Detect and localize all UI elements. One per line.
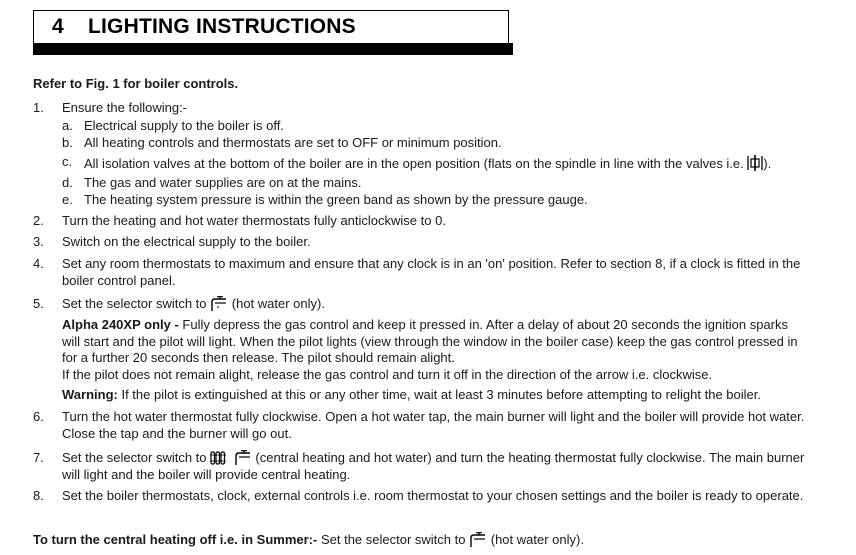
summer-instruction — [33, 532, 584, 547]
summer-text: Set the selector switch to — [320, 532, 466, 547]
sub-text: Electrical supply to the boiler is off. — [84, 118, 284, 133]
step-number: 5. — [33, 296, 44, 311]
step-number: 1. — [33, 100, 44, 115]
step-number: 3. — [33, 234, 44, 249]
step-number: 6. — [33, 409, 44, 424]
sub-text: The gas and water supplies are on at the mains. — [84, 175, 362, 190]
step-text: Set the selector switch to — [62, 296, 207, 311]
alpha-text: Fully depress the gas control and keep it pressed in. After a delay of about 20 seconds the ignition sparks will start and the pilot will light. When the pilot lights (view through the window in the boiler case) keep the gas control pressed in for a further 20 seconds then release. The pilot should remain alight. — [62, 317, 798, 365]
radiator-icon — [210, 450, 230, 465]
sub-letter: e. — [62, 192, 73, 207]
sub-text: All heating controls and thermostats are set to OFF or minimum position. — [84, 135, 502, 150]
step-number: 4. — [33, 256, 44, 271]
section-title: LIGHTING INSTRUCTIONS — [88, 15, 356, 38]
summer-label: To turn the central heating off i.e. in Summer:- — [33, 532, 318, 547]
step-number: 2. — [33, 213, 44, 228]
hot-water-tap-icon — [210, 296, 228, 311]
intro-line: Refer to Fig. 1 for boiler controls. — [33, 76, 239, 91]
step-text-end: (hot water only). — [231, 296, 325, 311]
sub-letter: d. — [62, 175, 73, 190]
step-text-end: (central heating and hot water) and turn the heating thermostat fully clockwise. The main burner will light and the boiler will provide central heating. — [62, 450, 805, 482]
warning-paragraph — [62, 387, 806, 404]
warning-label: Warning: — [62, 387, 118, 402]
sub-letter: c. — [62, 154, 73, 169]
sub-text: The heating system pressure is within the green band as shown by the pressure gauge. — [84, 192, 588, 207]
section-number: 4 — [52, 15, 64, 38]
alpha-paragraph — [62, 317, 806, 367]
section-header-bar — [33, 43, 513, 55]
alpha-paragraph-2 — [62, 367, 806, 384]
sub-letter: a. — [62, 118, 73, 133]
warning-text: If the pilot is extinguished at this or any other time, wait at least 3 minutes before attempting to relight the boiler. — [121, 387, 761, 402]
hot-water-tap-icon — [234, 450, 252, 465]
alpha-text-2: If the pilot does not remain alight, release the gas control and turn it off in the direction of the arrow i.e. clockwise. — [62, 367, 713, 382]
sub-letter: b. — [62, 135, 73, 150]
step-number: 8. — [33, 488, 44, 503]
isolation-valve-icon — [747, 154, 763, 171]
step-text: Set the selector switch to — [62, 450, 207, 465]
sub-text-end: ). — [763, 156, 772, 171]
step-text: Turn the heating and hot water thermostats fully anticlockwise to 0. — [62, 213, 446, 228]
step-number: 7. — [33, 450, 44, 465]
alpha-label: Alpha 240XP only - — [62, 317, 179, 332]
summer-text-end: (hot water only). — [490, 532, 584, 547]
step-text: Switch on the electrical supply to the boiler. — [62, 234, 311, 249]
hot-water-tap-icon — [469, 532, 487, 547]
step-text: Ensure the following:- — [62, 100, 188, 115]
step-text: Set the boiler thermostats, clock, external controls i.e. room thermostat to your chosen settings and the boiler is ready to operate. — [62, 488, 804, 503]
sub-text: All isolation valves at the bottom of the boiler are in the open position (flats on the spindle in line with the valves i.e. — [84, 156, 744, 171]
step-text: Set any room thermostats to maximum and ensure that any clock is in an 'on' position. Refer to section 8, if a clock is fitted in the boiler control panel. — [62, 256, 801, 288]
step-text: Turn the hot water thermostat fully clockwise. Open a hot water tap, the main burner will light and the boiler will provide hot water. Close the tap and the burner will go out. — [62, 409, 805, 441]
